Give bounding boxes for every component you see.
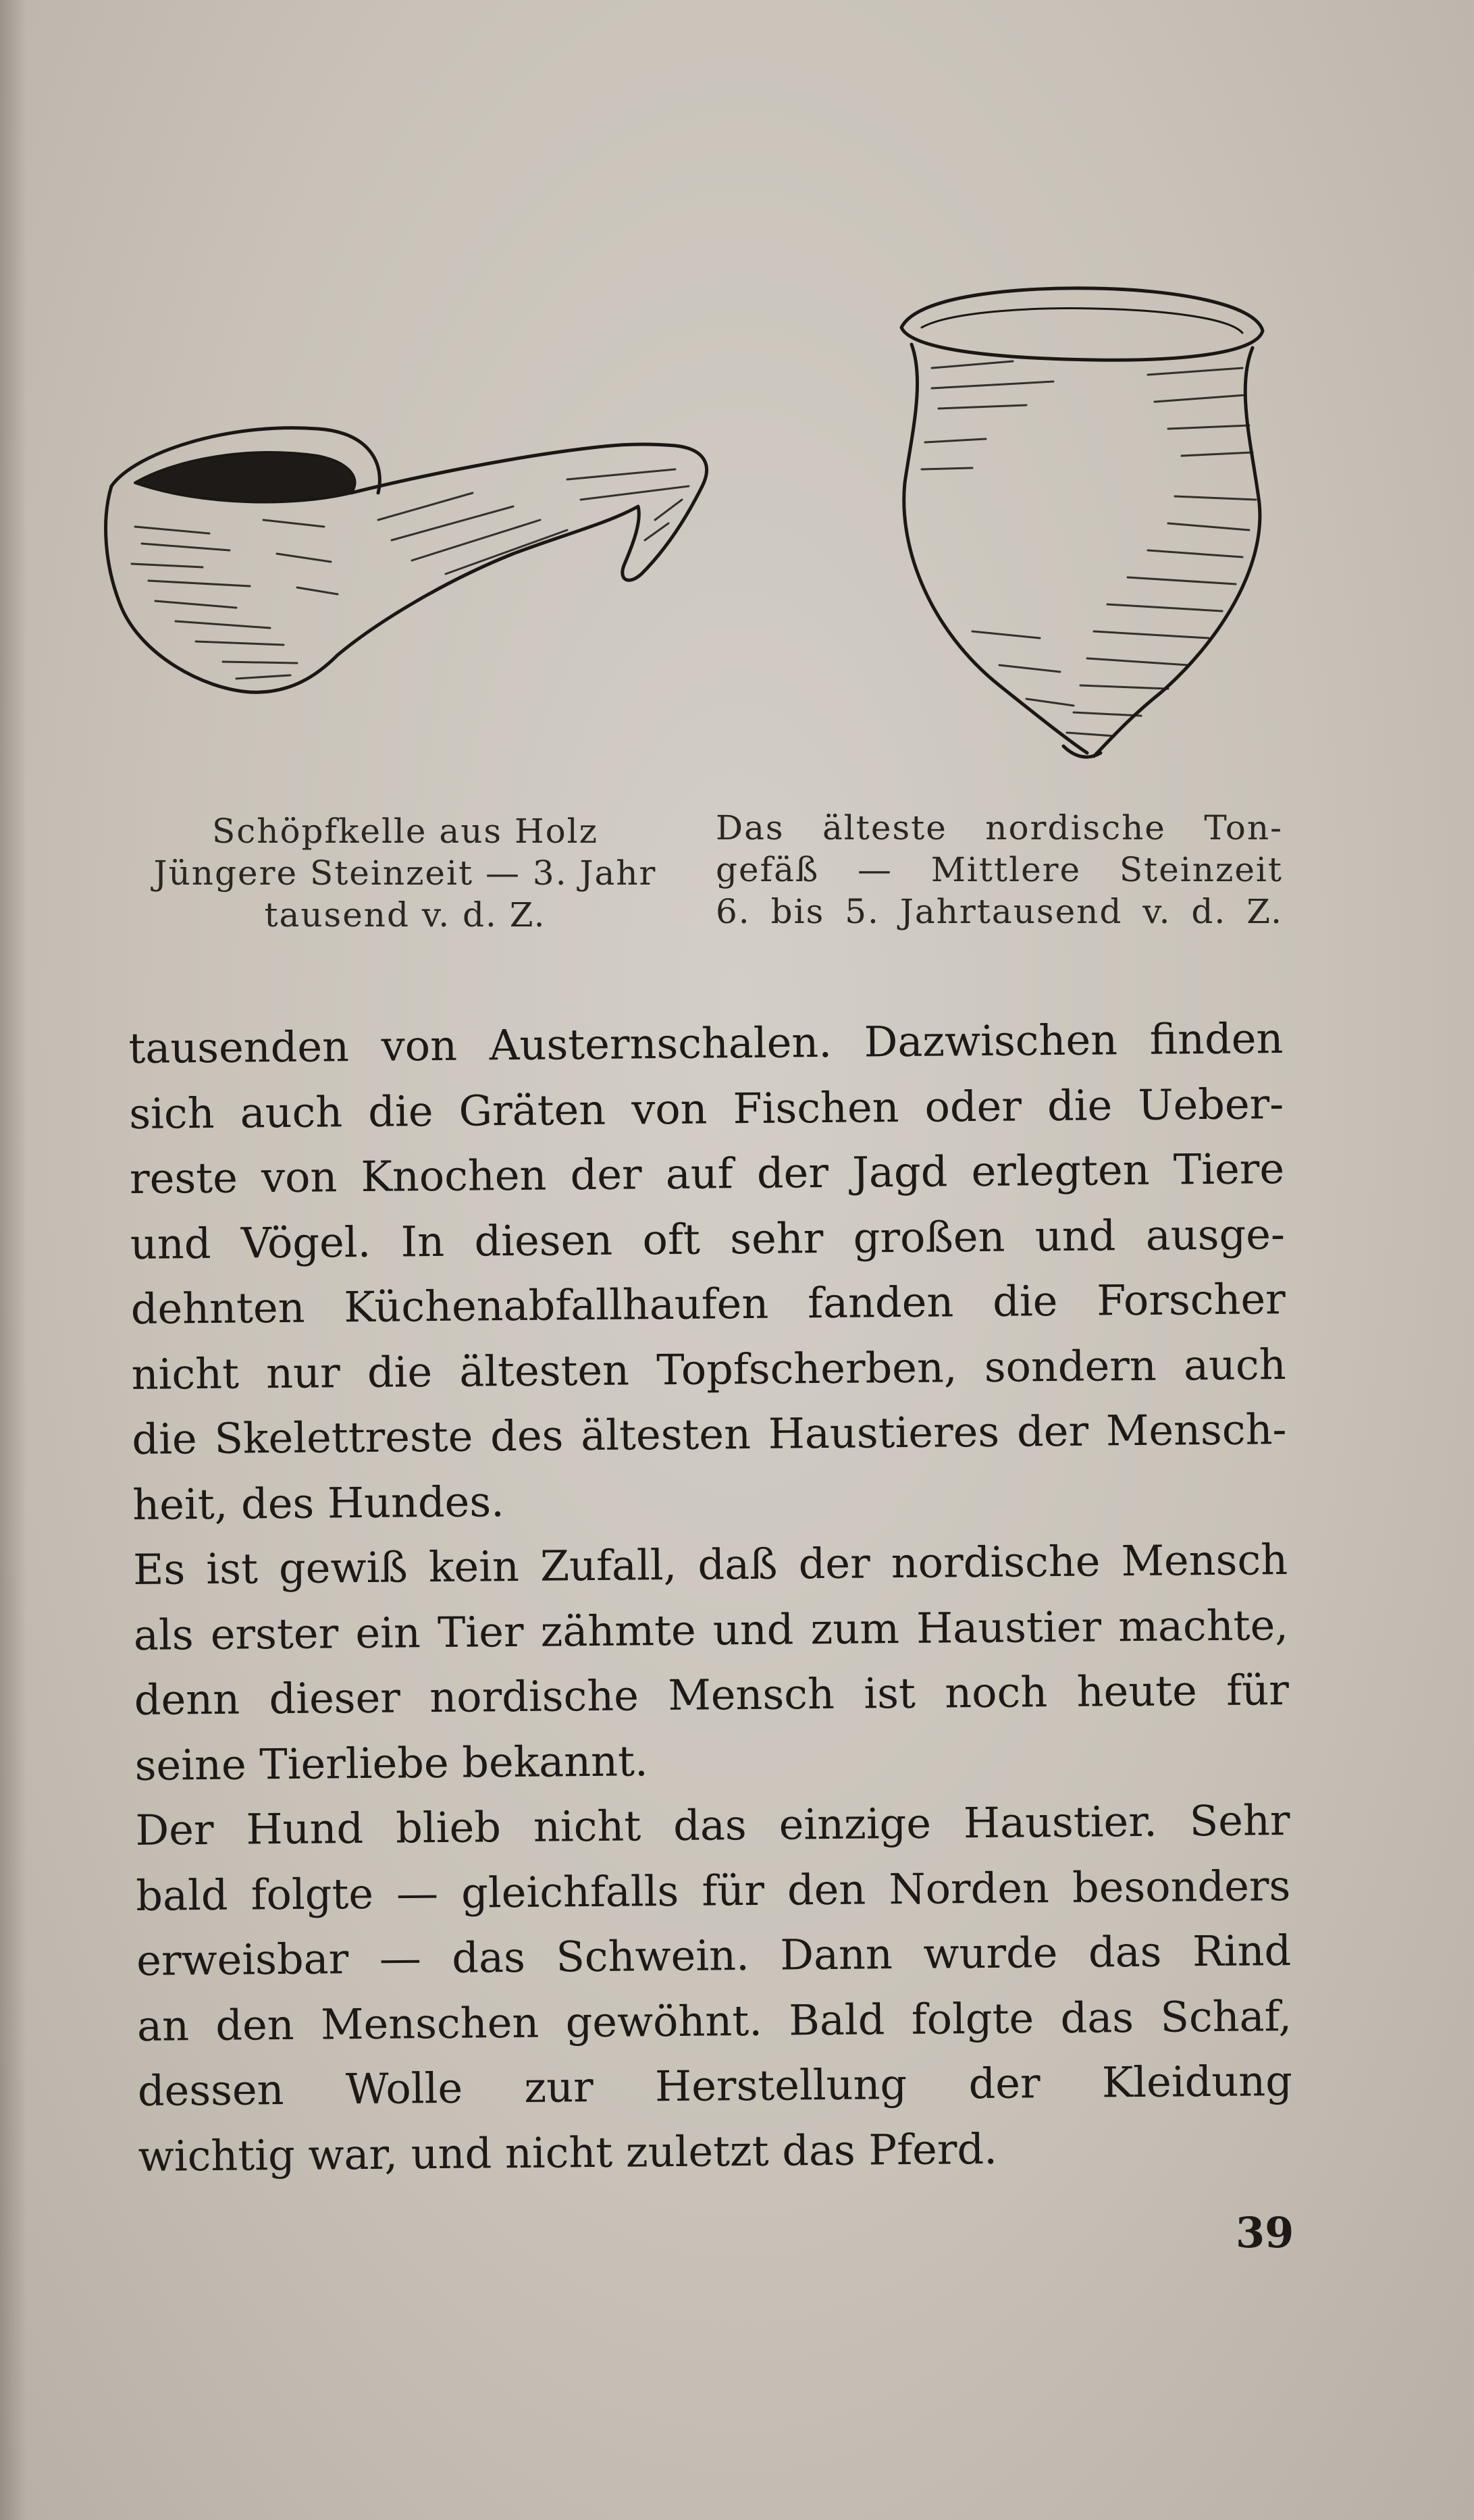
text-line: Es ist gewiß kein Zufall, daß der nordische Mensch (132, 1535, 1288, 1594)
caption-line: gefäß — Mittlere Steinzeit (716, 850, 1283, 889)
paragraph (128, 1006, 1288, 1538)
text-line: erweisbar — das Schwein. Dann wurde das Rind (136, 1926, 1292, 1985)
text-line: bald folgte — gleichfalls für den Norden besonders (136, 1860, 1291, 1920)
text-line: die Skelettreste des ältesten Haustieres der Mensch- (132, 1405, 1287, 1464)
vessel-caption (716, 807, 1283, 933)
text-line: wichtig war, und nicht zuletzt das Pferd. (138, 2124, 998, 2181)
paragraph (133, 1527, 1290, 1798)
clay-vessel-illustration (891, 280, 1283, 773)
text-line: dessen Wolle zur Herstellung der Kleidung (137, 2056, 1293, 2116)
body-text (128, 1006, 1293, 2189)
text-line: an den Menschen gewöhnt. Bald folgte das Schaf, (136, 1991, 1292, 2051)
text-line: Der Hund blieb nicht das einzige Haustier. Sehr (135, 1795, 1290, 1855)
page-number: 39 (1236, 2208, 1294, 2257)
caption-line: tausend v. d. Z. (264, 895, 546, 935)
text-line: reste von Knochen der auf der Jagd erlegten Tiere (129, 1144, 1285, 1203)
text-line: und Vögel. In diesen oft sehr großen und ausge- (130, 1209, 1286, 1269)
text-line: heit, des Hundes. (132, 1476, 505, 1529)
text-line: tausenden von Austernschalen. Dazwischen finden (128, 1014, 1284, 1073)
caption-line: Jüngere Steinzeit — 3. Jahr (153, 854, 657, 893)
wooden-ladle-illustration (95, 405, 729, 743)
paragraph (135, 1788, 1293, 2189)
text-line: nicht nur die ältesten Topfscherben, sondern auch (131, 1339, 1286, 1399)
caption-line: Schöpfkelle aus Holz (211, 812, 599, 851)
ladle-caption (128, 810, 682, 936)
caption-line: Das älteste nordische Ton- (716, 808, 1283, 847)
text-line: denn dieser nordische Mensch ist noch heute für (134, 1665, 1290, 1725)
text-line: seine Tierliebe bekannt. (134, 1735, 648, 1790)
text-line: als erster ein Tier zähmte und zum Haustier machte, (133, 1600, 1289, 1660)
text-line: sich auch die Gräten von Fischen oder die Ueber- (128, 1078, 1284, 1138)
caption-line: 6. bis 5. Jahrtausend v. d. Z. (716, 892, 1283, 931)
spine-shadow (0, 0, 27, 2520)
text-line: dehnten Küchenabfallhaufen fanden die Forscher (130, 1274, 1286, 1334)
